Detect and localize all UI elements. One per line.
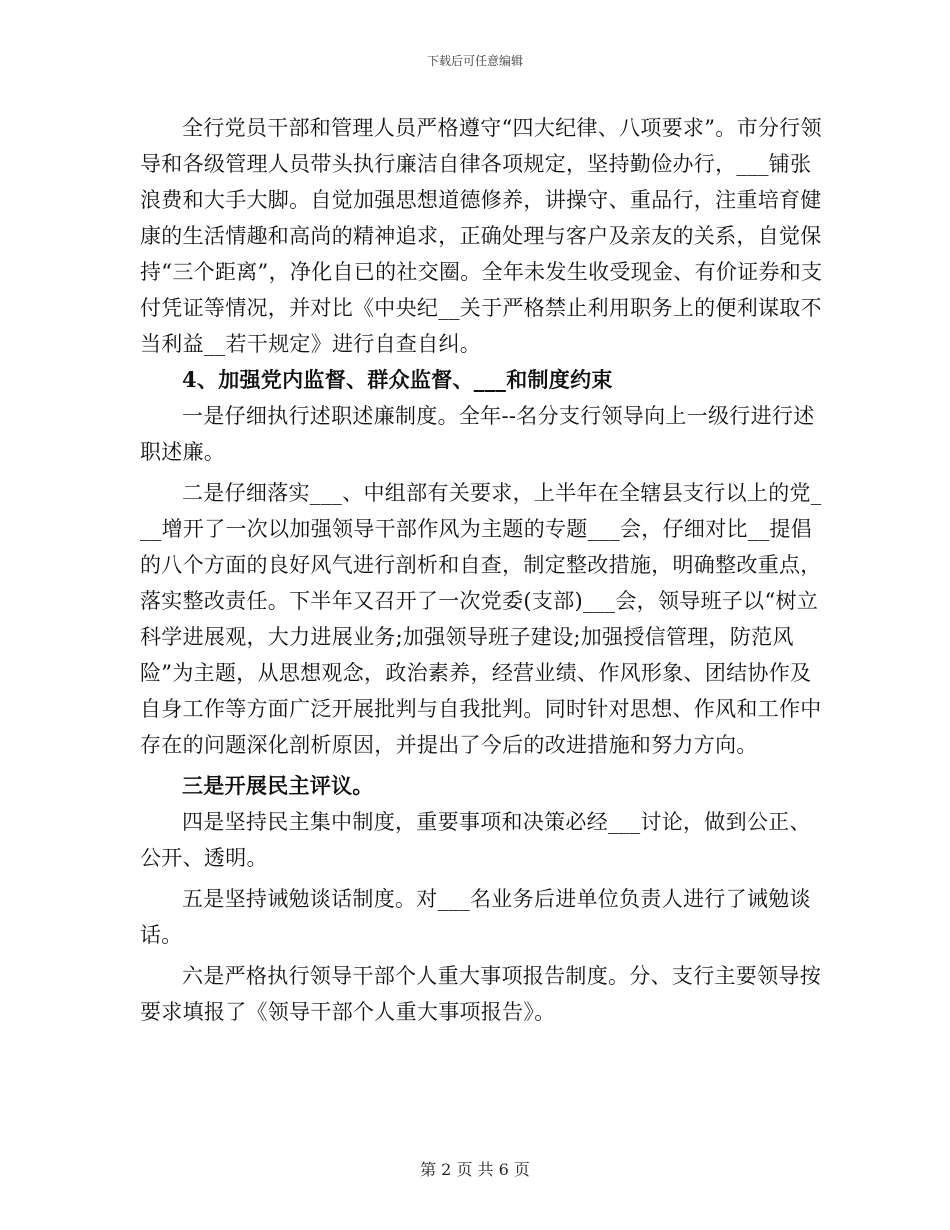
document-body: [140, 110, 830, 1030]
paragraph-discipline: 全行党员干部和管理人员严格遵守“四大纪律、八项要求”。市分行领导和各级管理人员带头执行廉洁自律各项规定，坚持勤俭办行，___铺张浪费和大手大脚。自觉加强思想道德修养，讲操守、重品行，注重培育健康的生活情趣和高尚的精神追求，正确处理与客户及亲友的关系，自觉保持“三个距离”，净化自已的社交圈。全年未发生收受现金、有价证券和支付凭证等情况，并对比《中央纪__关于严格禁止利用职务上的便利谋取不当利益__若干规定》进行自查自纠。: [140, 116, 823, 356]
paragraph-implementation: 二是仔细落实___、中组部有关要求，上半年在全辖县支行以上的党___增开了一次以加强领导干部作风为主题的专题___会，仔细对比__提倡的八个方面的良好风气进行剖析和自查，制定整改措施，明确整改重点，落实整改责任。下半年又召开了一次党委(支部)___会，领导班子以“树立科学进展观，大力进展业务;加强领导班子建设;加强授信管理，防范风险”为主题，从思想观念，政治素养，经营业绩、作风形象、团结协作及自身工作等方面广泛开展批判与自我批判。同时针对思想、作风和工作中存在的问题深化剖析原因，并提出了今后的改进措施和努力方向。: [140, 481, 822, 757]
paragraph-report-system: 一是仔细执行述职述廉制度。全年--名分支行领导向上一级行进行述职述廉。: [140, 404, 815, 464]
page-footer: 第 2 页 共 6 页: [420, 1160, 530, 1179]
section-heading-supervision: 4、加强党内监督、群众监督、___和制度约束: [182, 367, 613, 392]
paragraph-centralism: 四是坚持民主集中制度，重要事项和决策必经___讨论，做到公正、公开、透明。: [140, 810, 811, 870]
paragraph-admonition: 五是坚持诫勉谈话制度。对___名业务后进单位负责人进行了诫勉谈话。: [140, 887, 811, 947]
paragraph-democratic-review: 三是开展民主评议。: [182, 773, 374, 798]
paragraph-personal-report: 六是严格执行领导干部个人重大事项报告制度。分、支行主要领导按要求填报了《领导干部个人重大事项报告》。: [140, 964, 821, 1024]
page-header: 下载后可任意编辑: [426, 54, 523, 68]
